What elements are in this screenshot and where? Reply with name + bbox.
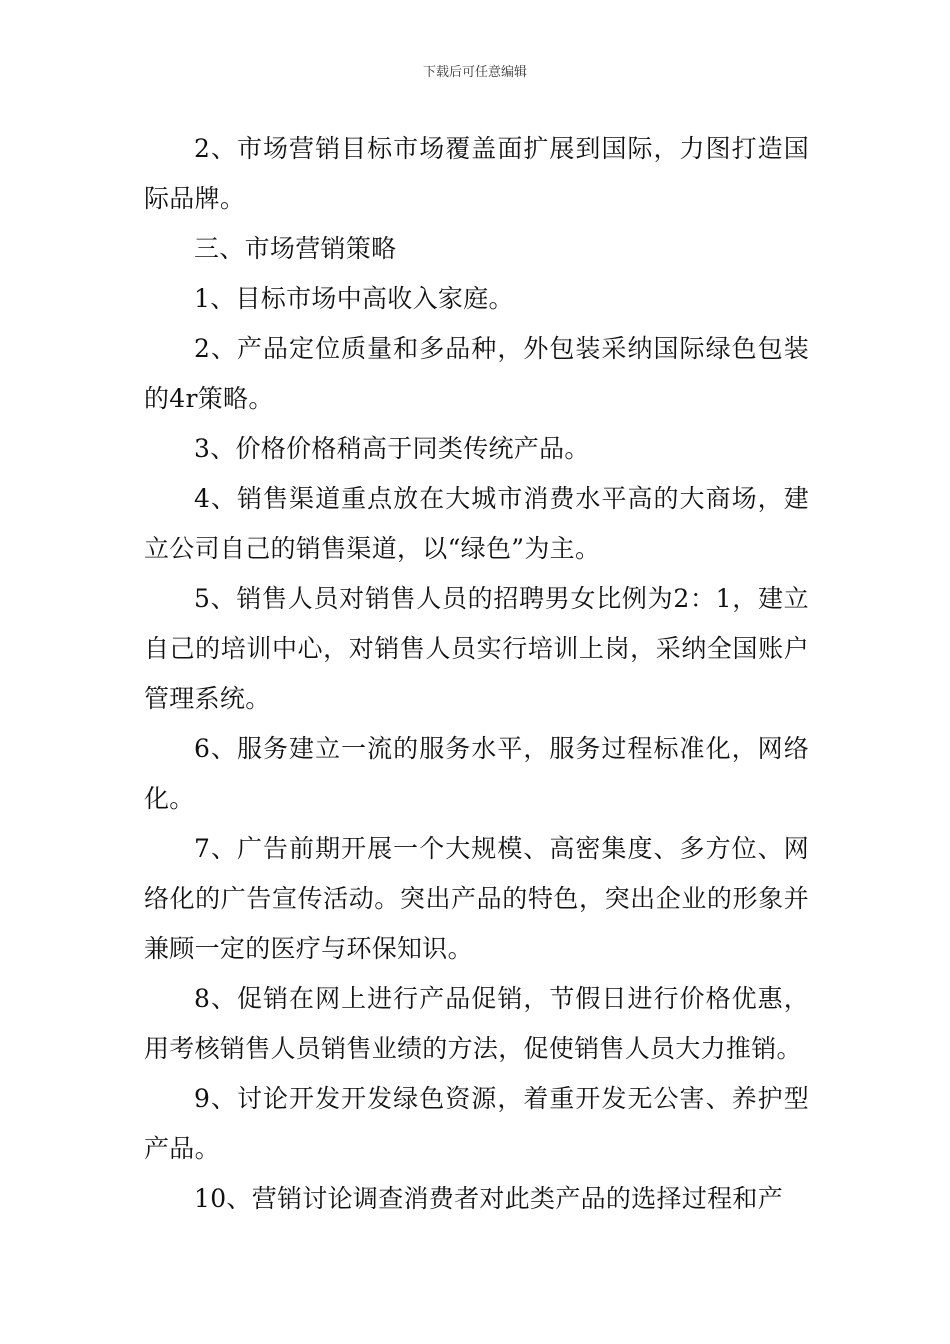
paragraph-research-development: 9、讨论开发开发绿色资源，着重开发无公害、养护型产品。 — [144, 1084, 809, 1163]
paragraph-price: 3、价格价格稍高于同类传统产品。 — [194, 434, 590, 463]
paragraph-service: 6、服务建立一流的服务水平，服务过程标准化，网络化。 — [144, 734, 809, 813]
paragraph-promotion: 8、促销在网上进行产品促销，节假日进行价格优惠，用考核销售人员销售业绩的方法，促使销售人员大力推销。 — [144, 984, 809, 1063]
paragraph-advertising: 7、广告前期开展一个大规模、高密集度、多方位、网络化的广告宣传活动。突出产品的特色，突出企业的形象并兼顾一定的医疗与环保知识。 — [144, 834, 809, 963]
paragraph-item-2-goal: 2、市场营销目标市场覆盖面扩展到国际，力图打造国际品牌。 — [144, 134, 809, 213]
paragraph-sales-channel: 4、销售渠道重点放在大城市消费水平高的大商场，建立公司自己的销售渠道，以“绿色”为主。 — [144, 484, 809, 563]
paragraph-product-positioning: 2、产品定位质量和多品种，外包装采纳国际绿色包装的4r策略。 — [144, 334, 809, 413]
page-header: 下载后可任意编辑 — [422, 65, 527, 80]
section-heading-marketing-strategy: 三、市场营销策略 — [194, 234, 397, 263]
paragraph-target-market: 1、目标市场中高收入家庭。 — [194, 284, 514, 313]
paragraph-sales-staff: 5、销售人员对销售人员的招聘男女比例为2：1，建立自己的培训中心，对销售人员实行培训上岗，采纳全国账户管理系统。 — [144, 584, 809, 713]
paragraph-marketing-research: 10、营销讨论调查消费者对此类产品的选择过程和产 — [194, 1184, 784, 1213]
document-body — [144, 124, 809, 1224]
